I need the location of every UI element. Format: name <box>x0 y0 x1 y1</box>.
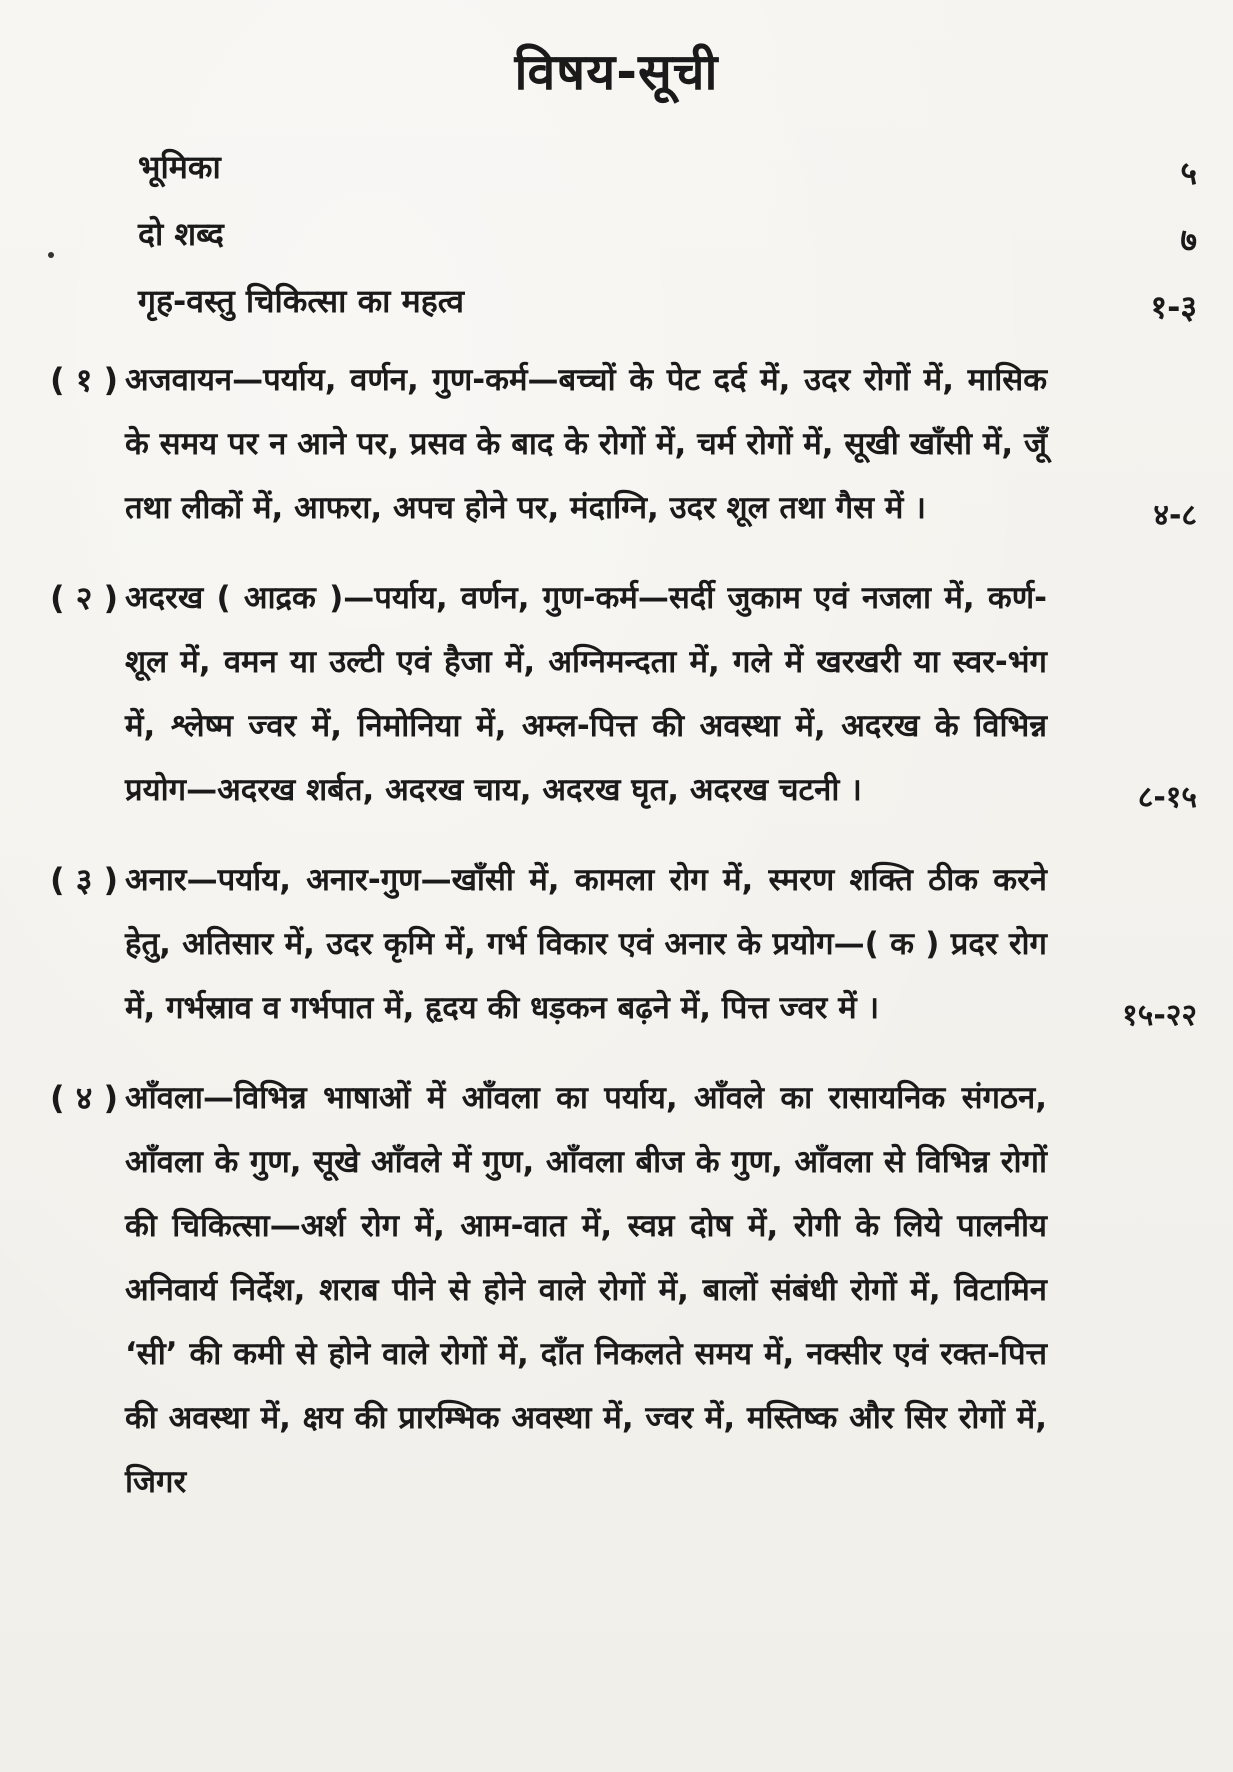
entry-page-range: ४-८ <box>1153 498 1197 533</box>
prelim-item-foreword <box>138 145 1197 212</box>
toc-entry-amla <box>50 1066 1197 1514</box>
contents-entries <box>50 348 1197 1540</box>
preliminary-contents <box>138 145 1197 346</box>
entry-page-range: १५-२२ <box>1122 998 1197 1033</box>
toc-entry-anar <box>50 848 1197 1040</box>
prelim-label: दो शब्द <box>138 215 224 253</box>
entry-number: ( ३ ) <box>50 861 119 899</box>
toc-entry-ajwain <box>50 348 1197 540</box>
entry-text: अदरख ( आद्रक )—पर्याय, वर्णन, गुण-कर्म—सर्दी जुकाम एवं नजला में, कर्ण-शूल में, वमन या उल्टी एवं हैजा में, अग्निमन्दता में, गले में खरखरी या स्वर-भंग में, श्लेष्म ज्वर में, निमोनिया में, अम्ल-पित्त की अवस्था में, अदरख के विभिन्न प्रयोग—अदरख शर्बत, अदरख चाय, अदरख घृत, अदरख चटनी । <box>125 580 1047 808</box>
prelim-page-number: १-३ <box>1150 288 1197 326</box>
prelim-label: भूमिका <box>138 148 221 186</box>
prelim-item-importance <box>138 279 1197 346</box>
entry-text: अनार—पर्याय, अनार-गुण—खाँसी में, कामला रोग में, स्मरण शक्ति ठीक करने हेतु, अतिसार में, उदर कृमि में, गर्भ विकार एवं अनार के प्रयोग—( क ) प्रदर रोग में, गर्भस्राव व गर्भपात में, हृदय की धड़कन बढ़ने में, पित्त ज्वर में । <box>125 862 1047 1026</box>
entry-number: ( २ ) <box>50 579 119 617</box>
page-title: विषय-सूची <box>514 43 719 101</box>
ink-speck <box>48 252 54 258</box>
entry-number: ( ४ ) <box>50 1079 119 1117</box>
prelim-label: गृह-वस्तु चिकित्सा का महत्व <box>138 282 464 320</box>
entry-page-range: ८-१५ <box>1137 780 1197 815</box>
entry-text: अजवायन—पर्याय, वर्णन, गुण-कर्म—बच्चों के पेट दर्द में, उदर रोगों में, मासिक के समय पर न आने पर, प्रसव के बाद के रोगों में, चर्म रोगों में, सूखी खाँसी में, जूँ तथा लीकों में, आफरा, अपच होने पर, मंदाग्नि, उदर शूल तथा गैस में । <box>125 362 1047 526</box>
entry-number: ( १ ) <box>50 361 119 399</box>
prelim-page-number: ७ <box>1180 221 1197 259</box>
prelim-page-number: ५ <box>1180 154 1197 192</box>
entry-text: आँवला—विभिन्न भाषाओं में आँवला का पर्याय, आँवले का रासायनिक संगठन, आँवला के गुण, सूखे आँवले में गुण, आँवला बीज के गुण, आँवला से विभिन्न रोगों की चिकित्सा—अर्श रोग में, आम-वात में, स्वप्न दोष में, रोगी के लिये पालनीय अनिवार्य निर्देश, शराब पीने से होने वाले रोगों में, बालों संबंधी रोगों में, विटामिन ‘सी’ की कमी से होने वाले रोगों में, दाँत निकलते समय में, नक्सीर एवं रक्त-पित्त की अवस्था में, क्षय की प्रारम्भिक अवस्था में, ज्वर में, मस्तिष्क और सिर रोगों में, जिगर <box>125 1080 1047 1500</box>
toc-entry-adrakh <box>50 566 1197 822</box>
prelim-item-two-words <box>138 212 1197 279</box>
